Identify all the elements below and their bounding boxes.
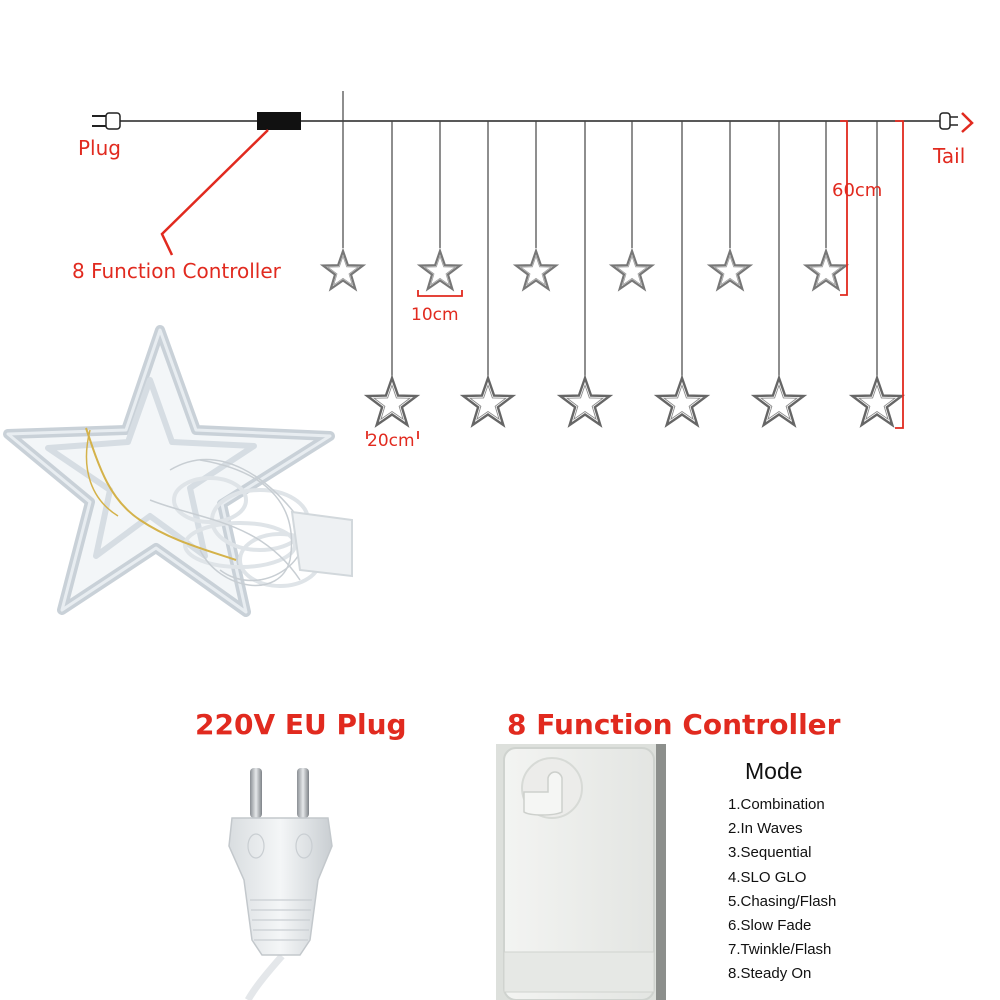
lower-strands (392, 121, 877, 378)
controller-heading: 8 Function Controller (507, 708, 841, 741)
mode-item: 8.Steady On (728, 965, 812, 983)
dim-10cm-bracket (418, 290, 462, 296)
dim-10cm-label: 10cm (411, 305, 459, 325)
eu-plug-heading: 220V EU Plug (195, 708, 407, 741)
tail-connector-icon (940, 113, 958, 129)
controller-box-photo (496, 744, 666, 1000)
mode-item: 6.Slow Fade (728, 916, 812, 934)
controller-box-icon (257, 112, 301, 130)
tail-arrow-icon (962, 113, 972, 132)
mode-list (728, 793, 836, 987)
lower-stars-inner (374, 385, 895, 419)
controller-callout-line (162, 130, 268, 255)
controller-label: 8 Function Controller (72, 259, 281, 283)
mode-item: 1.Combination (728, 796, 825, 813)
dim-20cm-label: 20cm (367, 431, 415, 451)
plug-label: Plug (78, 136, 121, 160)
eu-plug-photo (229, 768, 332, 1000)
lower-stars (367, 378, 901, 425)
star-product-photo (8, 330, 352, 612)
dim-60cm-label: 60cm (832, 180, 883, 201)
mode-item: 4.SLO GLO (728, 868, 807, 886)
tail-label: Tail (933, 144, 966, 168)
mode-title: Mode (745, 758, 803, 784)
mode-item: 5.Chasing/Flash (728, 892, 837, 910)
mode-item: 3.Sequential (728, 844, 812, 862)
mode-item: 2.In Waves (728, 820, 803, 838)
dim-tail-bracket (895, 121, 903, 428)
mode-item: 7.Twinkle/Flash (728, 941, 832, 959)
plug-icon (92, 113, 120, 129)
